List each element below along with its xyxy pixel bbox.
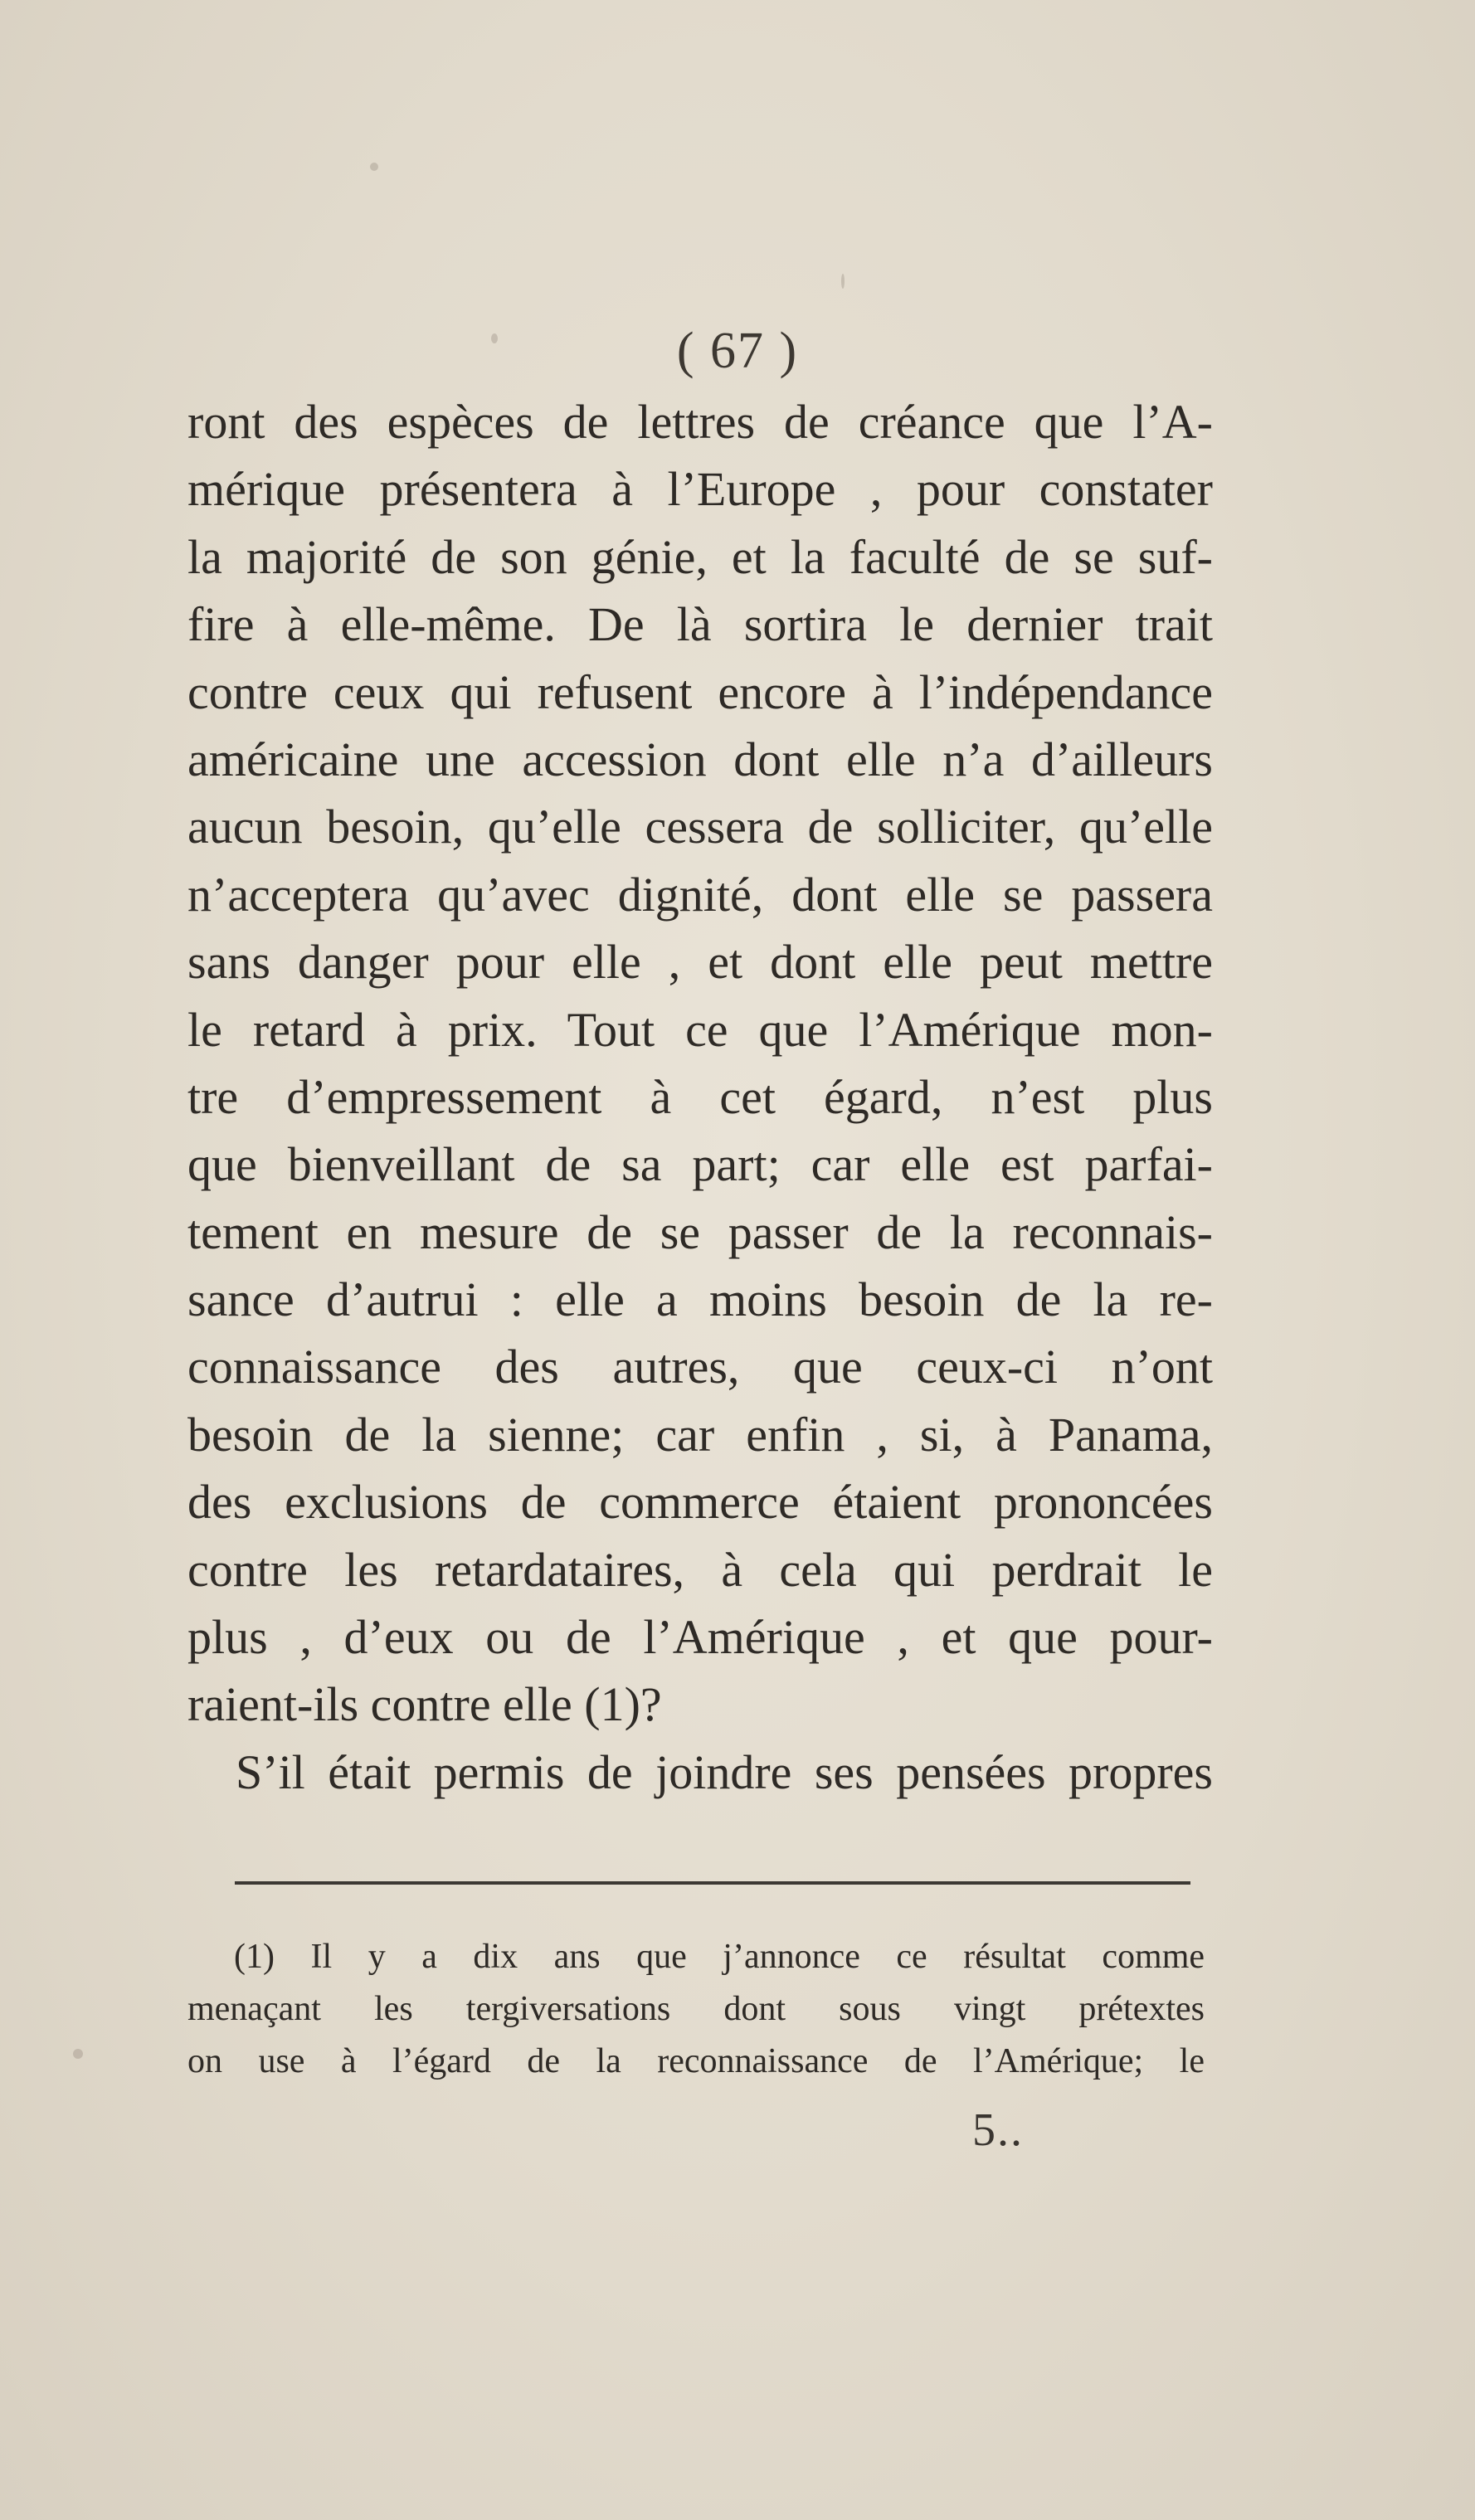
text-line: sans danger pour elle , et dont elle peut mettre [187,935,1213,990]
paragraph-start-line: S’il était permis de joindre ses pensées propres [236,1744,1213,1799]
text-line: aucun besoin, qu’elle cessera de solliciter, qu’elle [187,800,1213,854]
text-line: plus , d’eux ou de l’Amérique , et que pour- [187,1610,1213,1665]
paper-speck [841,274,845,289]
body-text [187,388,1213,1806]
paper-speck [370,163,378,171]
text-line: contre ceux qui refusent encore à l’indépendance [187,664,1213,719]
footnote-line: (1) Il y a dix ans que j’annonce ce résultat comme [234,1938,1205,1976]
text-line: des exclusions de commerce étaient prononcées [187,1475,1213,1530]
text-line: le retard à prix. Tout ce que l’Amérique mon- [187,1002,1213,1057]
footnote-line: menaçant les tergiversations dont sous vingt prétextes [187,1990,1205,2028]
footnote-line: on use à l’égard de la reconnaissance de l’Amérique; le [187,2042,1205,2080]
text-line: fire à elle-même. De là sortira le dernier trait [187,597,1213,652]
text-line: contre les retardataires, à cela qui perdrait le [187,1542,1213,1597]
text-line: que bienveillant de sa part; car elle est parfai- [187,1137,1213,1192]
text-line: raient-ils contre elle (1)? [187,1677,662,1732]
footnote-rule [235,1881,1190,1885]
text-line: sance d’autrui : elle a moins besoin de la re- [187,1272,1213,1327]
text-line: la majorité de son génie, et la faculté de se suf- [187,529,1213,584]
text-line: tement en mesure de se passer de la reconnais- [187,1204,1213,1259]
paper-speck [73,2049,83,2059]
text-line: n’acceptera qu’avec dignité, dont elle se passera [187,867,1213,922]
text-line: mérique présentera à l’Europe , pour constater [187,462,1213,517]
footnote [187,1931,1205,2088]
text-line: ront des espèces de lettres de créance que l’A- [187,395,1213,449]
text-line: tre d’empressement à cet égard, n’est plus [187,1069,1213,1124]
text-line: connaissance des autres, que ceux-ci n’ont [187,1340,1213,1394]
page-number: ( 67 ) [676,323,799,379]
text-line: américaine une accession dont elle n’a d’ailleurs [187,732,1213,786]
signature-mark: 5.. [972,2104,1024,2156]
text-line: besoin de la sienne; car enfin , si, à Panama, [187,1407,1213,1462]
